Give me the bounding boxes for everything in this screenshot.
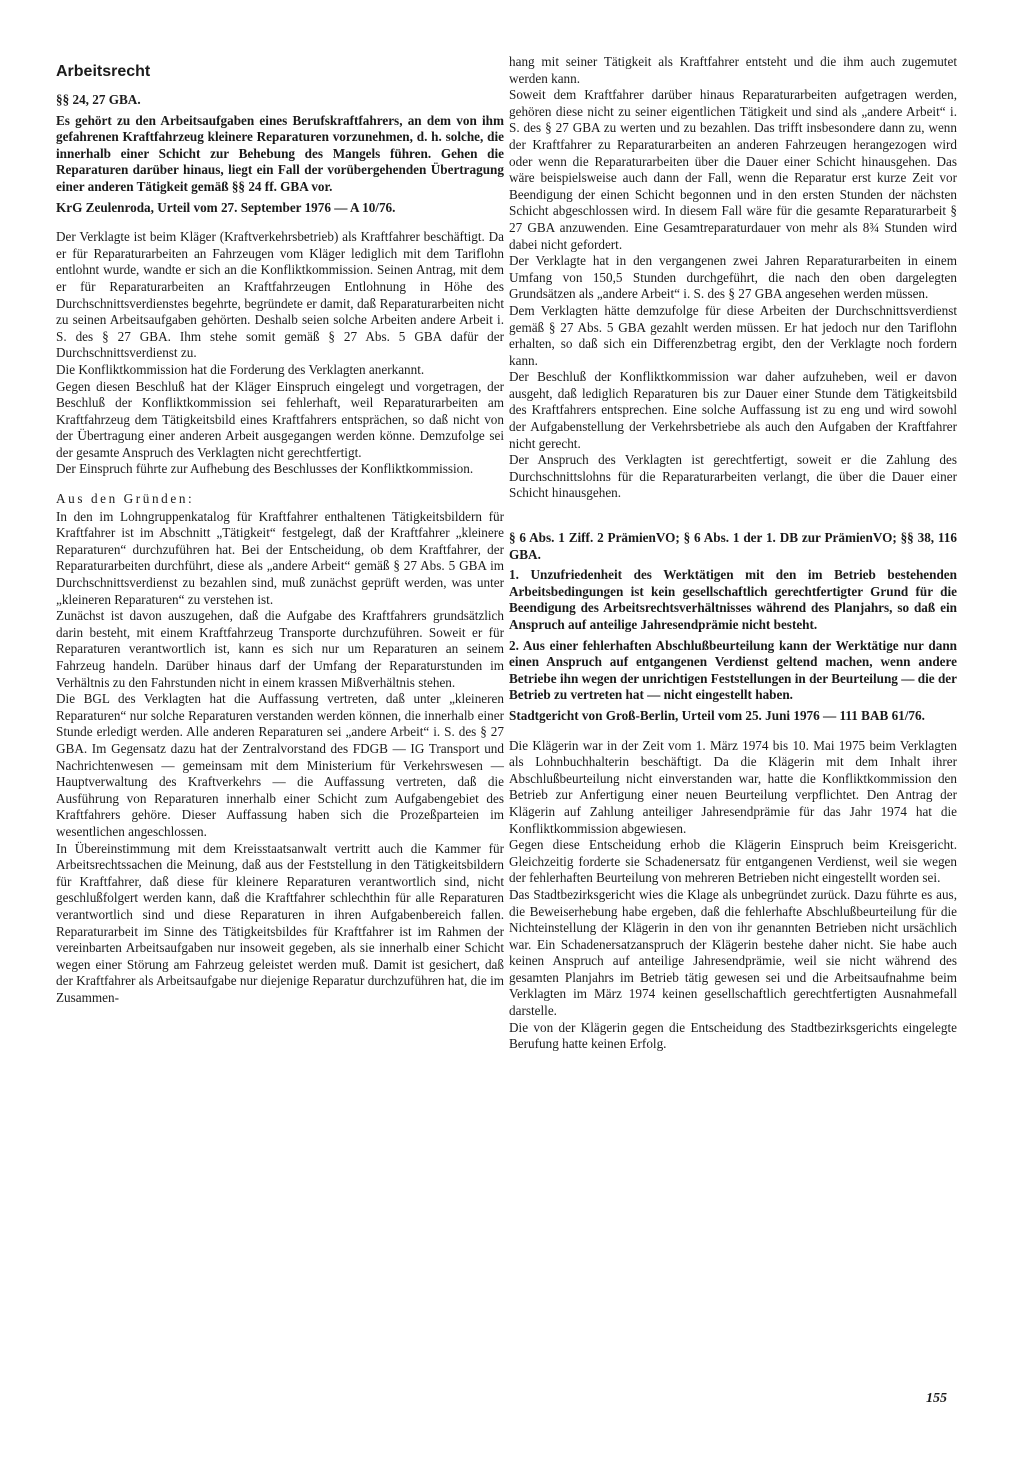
paragraph: hang mit seiner Tätigkeit als Kraftfahrer entsteht und die ihm auch zugemutet werden kann. [509,54,957,86]
paragraph: Der Beschluß der Konfliktkommission war daher aufzuheben, weil er davon ausgeht, daß lediglich Reparaturen bis zur Dauer einer Stunde dem Tätigkeitsbild des Kraftfahrers entsprechen. Eine solche Auffassung ist zu eng und wird sowohl der Aufgabenstellung der Verkehrsbetriebe als auch den Aufgaben der Kraftfahrer nicht gerecht. [509,369,957,451]
paragraph: Zunächst ist davon auszugehen, daß die Aufgabe des Kraftfahrers grundsätzlich darin besteht, mit einem Kraftfahrzeug Transporte durchzuführen. Soweit er für Reparaturen verantwortlich ist, kann es sich nur um Reparaturen an seinem Fahrzeug handeln. Darüber hinaus darf der Umfang der Reparaturstunden im Verhältnis zu den Fahrstunden nicht in einem krassen Mißverhältnis stehen. [56,608,504,690]
headnote-1: Es gehört zu den Arbeitsaufgaben eines Berufskraftfahrers, an dem von ihm gefahrenen Kraftfahrzeug kleinere Reparaturen vorzunehmen, d. h. solche, die innerhalb einer Schicht zur Behebung des Mangels führen. Gehen die Reparaturen darüber hinaus, liegt ein Fall der vorübergehenden Übertragung einer anderen Tätigkeit gemäß §§ 24 ff. GBA vor. [56,112,504,194]
paragraph: In Übereinstimmung mit dem Kreisstaatsanwalt vertritt auch die Kammer für Arbeitsrechtssachen die Meinung, daß aus der Feststellung in den Tätigkeitsbildern für Kraftfahrer, daß diese für kleinere Reparaturen verantwortlich sind, nicht geschlußfolgert werden kann, daß die Kraftfahrer schlechthin für alle Reparaturen verantwortlich sind und diese Reparaturen in ihren Aufgabenbereich fallen. Reparaturarbeit im Sinne des Tätigkeitsbildes für Kraftfahrer ist im Rahmen der vereinbarten Arbeitsaufgaben nur insoweit gegeben, als sie innerhalb einer Schicht wegen einer Störung am Fahrzeug geleistet werden muß. Damit ist gesichert, daß der Kraftfahrer als Arbeitsaufgabe nur diejenige Reparatur durchzuführen hat, die im Zusammen- [56,840,504,1005]
paragraph: Der Anspruch des Verklagten ist gerechtfertigt, soweit er die Zahlung des Durchschnittslohns für die Reparaturarbeiten verlangt, die über die Dauer einer Schicht hinausgehen. [509,452,957,501]
paragraph: Die von der Klägerin gegen die Entscheidung des Stadtbezirksgerichts eingelegte Berufung hatte keinen Erfolg. [509,1019,957,1052]
second-case [509,530,957,1053]
paragraph: Gegen diese Entscheidung erhob die Klägerin Einspruch beim Kreisgericht. Gleichzeitig forderte sie Schadenersatz für entgangenen Verdienst, weil sie wegen der fehlerhaften Beurteilung von mehreren Betrieben nicht eingestellt worden sei. [509,837,957,886]
paragraph: In den im Lohngruppenkatalog für Kraftfahrer enthaltenen Tätigkeitsbildern für Kraftfahrer ist im Abschnitt „Tätigkeit“ festgelegt, daß der Kraftfahrer „kleinere Reparaturen“ durchzuführen hat. Bei der Entscheidung, ob dem Kraftfahrer, der Reparaturarbeiten durchführt, diese als „andere Arbeit“ gemäß § 27 Abs. 5 GBA im Durchschnittsverdienst zu bezahlen sind, muß zunächst geprüft werden, was unter „kleineren Reparaturen“ zu verstehen ist. [56,508,504,607]
court-reference-2: Stadtgericht von Groß-Berlin, Urteil vom 25. Juni 1976 — 111 BAB 61/76. [509,707,925,723]
paragraph: Die Konfliktkommission hat die Forderung des Verklagten anerkannt. [56,361,425,377]
reasons-label: Aus den Gründen: [56,491,195,507]
paragraph: Soweit dem Kraftfahrer darüber hinaus Reparaturarbeiten aufgetragen werden, gehören diese nicht zu seiner eigentlichen Tätigkeit und sind als „andere Arbeit“ i. S. des § 27 GBA zu werten und zu bezahlen. Das trifft insbesondere dann zu, wenn der Kraftfahrer zu Reparaturarbeiten an anderen Fahrzeugen herangezogen wird oder wenn die Reparaturarbeiten über die Dauer einer Schicht hinausgehen. Das wäre beispielsweise auch dann der Fall, wenn die Reparatur erst kurze Zeit vor Beendigung der einen Schicht begonnen und in den ersten Stunden der nächsten Schicht abgeschlossen wird. In diesem Fall wäre für die gesamte Reparaturarbeit § 27 GBA anzuwenden. Eine Gesamtreparaturdauer von mehr als 8¾ Stunden wird dabei nicht gefordert. [509,87,957,252]
paragraph: Die Klägerin war in der Zeit vom 1. März 1974 bis 10. Mai 1975 beim Verklagten als Lohnbuchhalterin beschäftigt. Da die Klägerin mit dem Inhalt ihrer Abschlußbeurteilung nicht einverstanden war, hatte die Konfliktkommission den Betrieb zur Anfertigung einer neuen Beurteilung verpflichtet. Den Antrag der Klägerin auf Zahlung anteiliger Jahresendprämie für das Jahr 1974 hat die Konfliktkommission abgewiesen. [509,737,957,836]
statute-citation-1: §§ 24, 27 GBA. [56,92,141,107]
paragraph: Der Verklagte hat in den vergangenen zwei Jahren Reparaturarbeiten in einem Umfang von 150,5 Stunden durchgeführt, die nach den oben dargelegten Grundsätzen als „andere Arbeit“ i. S. des § 27 GBA angesehen werden müssen. [509,253,957,302]
case-2-facts [509,738,957,1053]
continued-section [509,54,957,502]
headnote-2b: 2. Aus einer fehlerhaften Abschlußbeurteilung kann der Werktätige nur dann einen Anspruch auf entgangenen Verdienst geltend machen, wenn andere Betriebe ihn wegen der unrichtigen Feststellungen in der Beurteilung — die der Betrieb zu vertreten hat — nicht eingestellt haben. [509,637,957,703]
section-heading: Arbeitsrecht [56,63,151,80]
paragraph: Der Verklagte ist beim Kläger (Kraftverkehrsbetrieb) als Kraftfahrer beschäftigt. Da er für Reparaturarbeiten an Fahrzeugen vom Kläger lediglich mit dem Tariflohn entlohnt wurde, wandte er sich an die Konfliktkommission. Seinen Antrag, mit dem er für Reparaturarbeiten an Kraftfahrzeugen Entlohnung in Höhe des Durchschnittsverdienstes begehrte, begründete er damit, daß Reparaturarbeiten nicht zu seinen Arbeitsaufgaben gehörten. Deshalb seien solche Arbeiten andere Arbeit i. S. des § 27 GBA. Ihm stehe somit gemäß § 27 Abs. 5 GBA dafür der Durchschnittsverdienst zu. [56,229,504,361]
facts-section [56,229,504,478]
paragraph: Gegen diesen Beschluß hat der Kläger Einspruch eingelegt und vorgetragen, der Beschluß der Konfliktkommission sei fehlerhaft, weil Reparaturarbeiten am Kraftfahrzeug dem Tätigkeitsbild eines Kraftfahrers entsprächen, so daß nicht von der Übertragung einer anderen Arbeit ausgegangen werden könne. Demzufolge sei der gesamte Anspruch des Verklagten nicht gerechtfertigt. [56,378,504,460]
reasons-section [56,491,504,1006]
paragraph: Die BGL des Verklagten hat die Auffassung vertreten, daß unter „kleineren Reparaturen“ nur solche Reparaturen verstanden werden können, die innerhalb einer Stunde erledigt werden. Alle anderen Reparaturen sei „andere Arbeit“ i. S. des § 27 GBA. Im Gegensatz dazu hat der Zentralvorstand des FDGB — IG Transport und Nachrichtenwesen — gemeinsam mit dem Ministerium für Verkehrswesen — Hauptverwaltung des Kraftverkehrs — die Auffassung vertreten, daß die Ausführung von Reparaturen innerhalb einer Schicht zum Aufgabengebiet des Kraftfahrers gehöre. Dieser Auffassung haben sich die Prozeßparteien im wesentlichen angeschlossen. [56,691,504,839]
headnote-2a: 1. Unzufriedenheit des Werktätigen mit den im Betrieb bestehenden Arbeitsbedingungen ist kein gesellschaftlich gerechtfertigter Grund für die Beendigung des Arbeitsrechtsverhältnisses während des Planjahrs, so daß ein Anspruch auf anteilige Jahresendprämie nicht besteht. [509,567,957,632]
paragraph: Dem Verklagten hätte demzufolge für diese Arbeiten der Durchschnittsverdienst gemäß § 27 Abs. 5 GBA gezahlt werden müssen. Er hat jedoch nur den Tariflohn erhalten, so daß sich ein Differenzbetrag ergibt, den der Verklagte noch fordern kann. [509,302,957,368]
paragraph: Der Einspruch führte zur Aufhebung des Beschlusses der Konfliktkommission. [56,461,474,477]
right-column [509,54,957,1053]
page-number: 155 [926,1391,947,1406]
left-column [56,54,504,1006]
paragraph: Das Stadtbezirksgericht wies die Klage als unbegründet zurück. Dazu führte es aus, die Beweiserhebung habe ergeben, daß die fehlerhafte Abschlußbeurteilung für die Nichteinstellung der Klägerin in den von ihr genannten Betrieben nicht ursächlich war. Ein Schadenersatzanspruch der Klägerin bestehe daher nicht. Sie habe auch keinen Anspruch auf anteilige Jahresendprämie, weil sie nicht während des gesamten Planjahrs im Betrieb tätig gewesen sei und die Arbeitsaufnahme beim Verklagten im März 1974 keinen gesellschaftlich gerechtfertigten Ausnahmefall darstelle. [509,886,957,1019]
statute-citation-2: § 6 Abs. 1 Ziff. 2 PrämienVO; § 6 Abs. 1 der 1. DB zur PrämienVO; §§ 38, 116 GBA. [509,530,957,562]
court-reference-1: KrG Zeulenroda, Urteil vom 27. September 1976 — A 10/76. [56,199,396,215]
